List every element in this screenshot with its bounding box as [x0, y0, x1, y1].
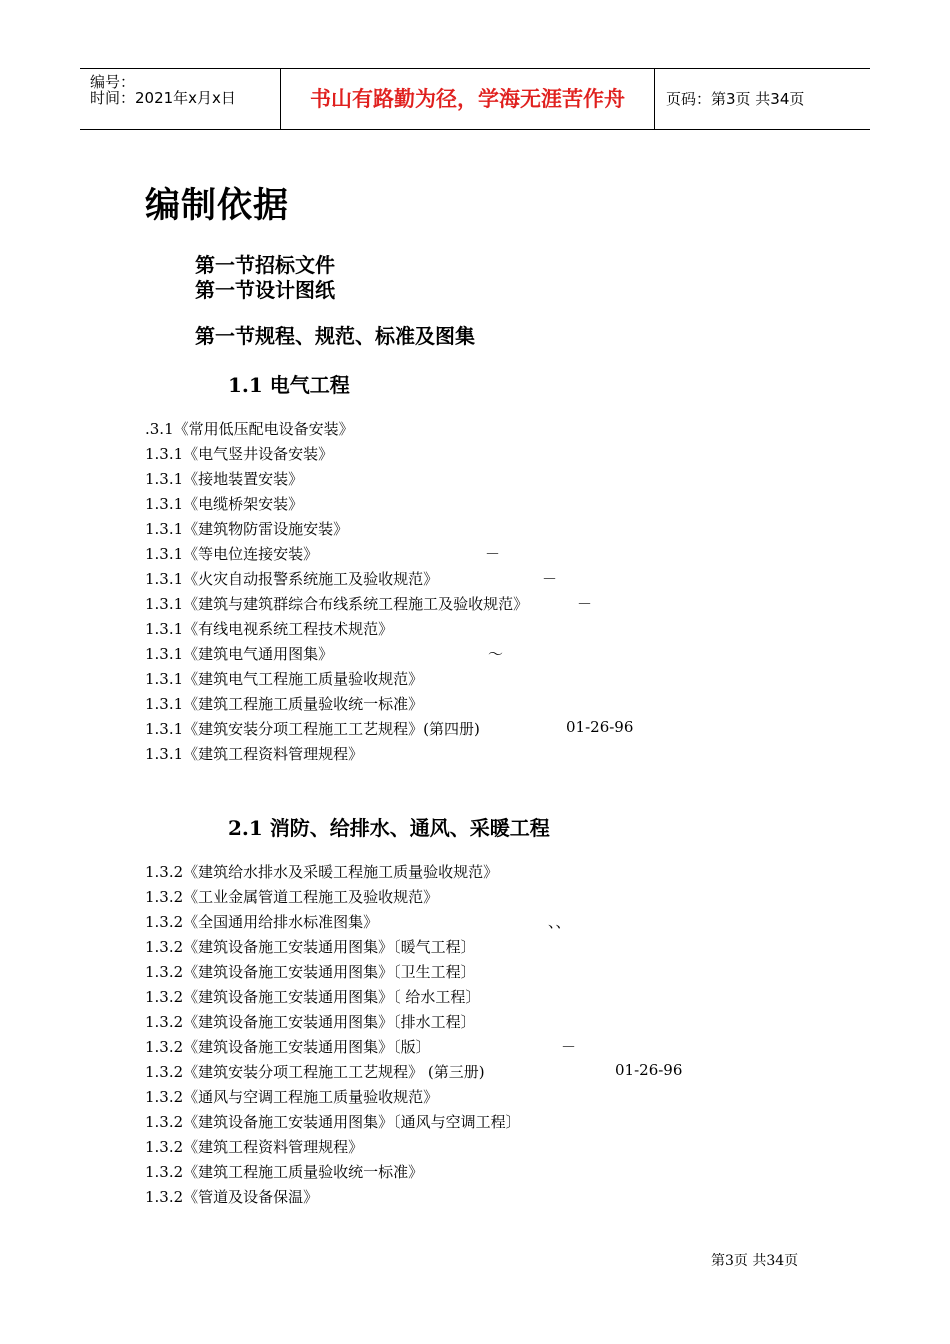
- doc-time-label: 时间：2021年x月x日: [90, 89, 236, 107]
- header-page-number: 页码：第3页 共34页: [666, 90, 805, 108]
- list-item: 1.3.2《建筑设备施工安装通用图集》〔 给水工程〕: [145, 988, 481, 1006]
- item-note: －: [561, 1038, 577, 1056]
- list-item: 1.3.1《建筑物防雷设施安装》: [145, 520, 349, 538]
- list-item: 1.3.2《建筑设备施工安装通用图集》〔卫生工程〕: [145, 963, 476, 981]
- section-heading: 第一节设计图纸: [195, 278, 335, 302]
- hvac-heading: 2.1 消防、给排水、通风、采暖工程: [228, 816, 550, 840]
- doc-number-label: 编号：: [90, 73, 136, 91]
- item-note: ～: [488, 645, 504, 663]
- list-item: 1.3.2《建筑给水排水及采暖工程施工质量验收规范》: [145, 863, 499, 881]
- page-header: [80, 68, 870, 130]
- list-item: 1.3.2《建筑工程施工质量验收统一标准》: [145, 1163, 424, 1181]
- section-heading: 第一节招标文件: [195, 253, 335, 277]
- list-item: 1.3.1《建筑工程施工质量验收统一标准》: [145, 695, 424, 713]
- list-item: 1.3.2《建筑工程资料管理规程》: [145, 1138, 364, 1156]
- page-title: 编制依据: [145, 186, 290, 226]
- list-item: 1.3.1《建筑与建筑群综合布线系统工程施工及验收规范》: [145, 595, 529, 613]
- list-item: 1.3.1《火灾自动报警系统施工及验收规范》: [145, 570, 439, 588]
- item-note: 、、: [548, 913, 571, 931]
- list-item: 1.3.2《通风与空调工程施工质量验收规范》: [145, 1088, 439, 1106]
- list-item: 1.3.1《接地装置安装》: [145, 470, 304, 488]
- list-item: 1.3.2《全国通用给排水标准图集》: [145, 913, 379, 931]
- item-note: －: [577, 595, 593, 613]
- list-item: 1.3.2《建筑设备施工安装通用图集》〔排水工程〕: [145, 1013, 476, 1031]
- list-item: 1.3.1《建筑电气工程施工质量验收规范》: [145, 670, 424, 688]
- page-footer: 第3页 共34页: [711, 1253, 799, 1269]
- list-item: 1.3.1《等电位连接安装》: [145, 545, 319, 563]
- list-item: 1.3.1《建筑电气通用图集》: [145, 645, 334, 663]
- item-note: －: [542, 570, 558, 588]
- list-item: 1.3.1《建筑安装分项工程施工工艺规程》(第四册): [145, 720, 480, 738]
- list-item: 1.3.2《工业金属管道工程施工及验收规范》: [145, 888, 439, 906]
- list-item: 1.3.1《电缆桥架安装》: [145, 495, 304, 513]
- list-item: 1.3.2《建筑设备施工安装通用图集》〔通风与空调工程〕: [145, 1113, 521, 1131]
- list-item: 1.3.1《建筑工程资料管理规程》: [145, 745, 364, 763]
- header-motto: 书山有路勤为径，学海无涯苦作舟: [281, 69, 655, 129]
- electrical-heading: 1.1 电气工程: [228, 373, 350, 397]
- list-item: 1.3.1《有线电视系统工程技术规范》: [145, 620, 394, 638]
- list-item: .3.1《常用低压配电设备安装》: [145, 420, 354, 438]
- list-item: 1.3.2《建筑安装分项工程施工工艺规程》 (第三册): [145, 1063, 485, 1081]
- list-item: 1.3.2《管道及设备保温》: [145, 1188, 319, 1206]
- list-item: 1.3.2《建筑设备施工安装通用图集》〔暖气工程〕: [145, 938, 476, 956]
- item-note: 01-26-96: [566, 718, 634, 736]
- list-item: 1.3.1《电气竖井设备安装》: [145, 445, 334, 463]
- header-meta: [80, 69, 281, 129]
- item-note: －: [485, 545, 501, 563]
- section-heading: 第一节规程、规范、标准及图集: [195, 324, 475, 348]
- item-note: 01-26-96: [615, 1061, 683, 1079]
- list-item: 1.3.2《建筑设备施工安装通用图集》〔版〕: [145, 1038, 431, 1056]
